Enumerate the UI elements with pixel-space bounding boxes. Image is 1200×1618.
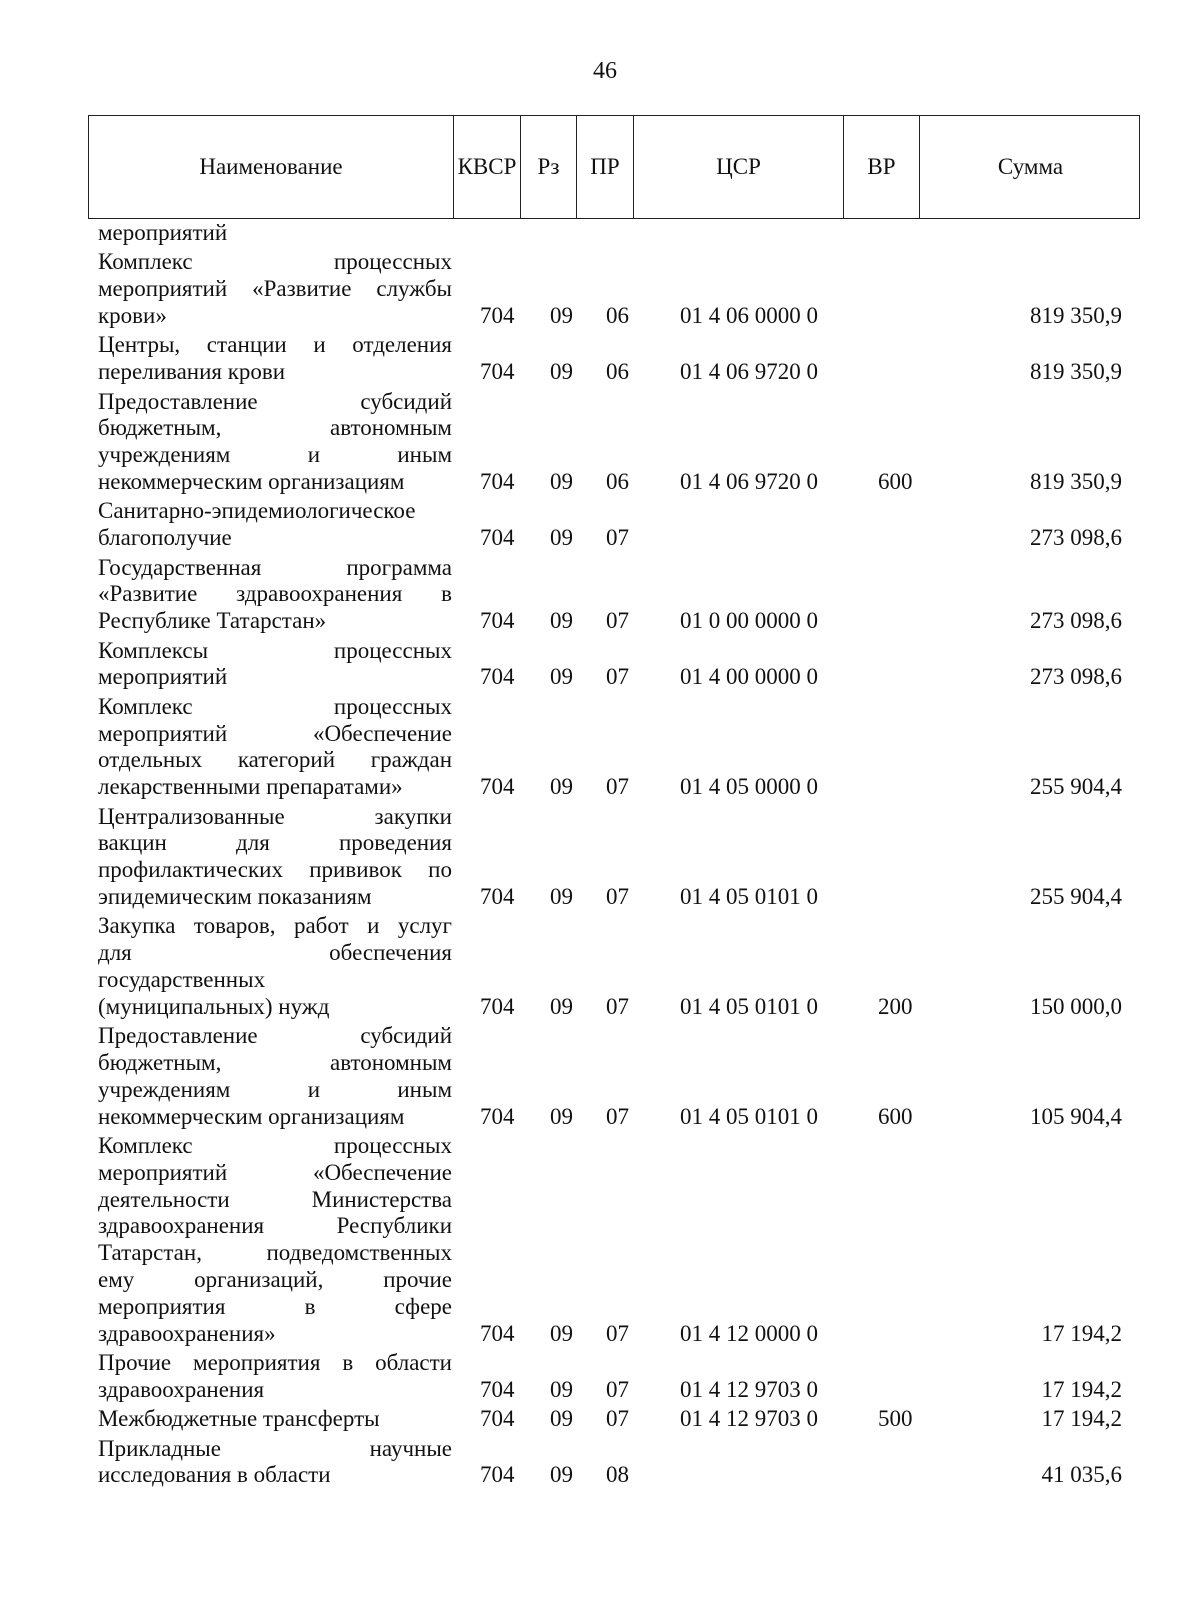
row-sum: 819 350,9 bbox=[1030, 359, 1122, 385]
table-row bbox=[0, 389, 1200, 496]
row-vr: 500 bbox=[878, 1406, 913, 1432]
row-csr: 01 4 12 0000 0 bbox=[680, 1320, 818, 1346]
row-rz: 09 bbox=[550, 1406, 573, 1432]
row-name bbox=[98, 498, 452, 552]
row-csr: 01 4 06 9720 0 bbox=[680, 468, 818, 494]
row-rz: 09 bbox=[550, 468, 573, 494]
row-name-line: эпидемическим показаниям bbox=[98, 883, 372, 909]
row-name-line: Республике Татарстан» bbox=[98, 608, 327, 634]
row-kvsr: 704 bbox=[480, 468, 515, 494]
row-name-line: для обеспечения bbox=[98, 940, 452, 966]
row-csr: 01 4 00 0000 0 bbox=[680, 664, 818, 690]
table-row bbox=[0, 694, 1200, 801]
row-name-line: Прочие мероприятия в области bbox=[98, 1350, 452, 1375]
table-row bbox=[0, 555, 1200, 635]
row-kvsr: 704 bbox=[480, 1103, 515, 1129]
page-number: 46 bbox=[593, 58, 617, 84]
row-name-line: Санитарно-эпидемиологическое bbox=[98, 498, 416, 524]
row-pr: 07 bbox=[606, 608, 629, 634]
row-pr: 07 bbox=[606, 993, 629, 1019]
row-sum: 17 194,2 bbox=[1041, 1376, 1122, 1402]
row-kvsr: 704 bbox=[480, 302, 515, 328]
row-kvsr: 704 bbox=[480, 608, 515, 634]
row-csr: 01 4 12 9703 0 bbox=[680, 1406, 818, 1432]
row-name-line: Государственная программа bbox=[98, 554, 452, 580]
row-csr: 01 4 05 0101 0 bbox=[680, 1103, 818, 1129]
row-kvsr: 704 bbox=[480, 883, 515, 909]
row-name-line: бюджетным, автономным bbox=[98, 1049, 452, 1075]
row-pr: 07 bbox=[606, 774, 629, 800]
row-kvsr: 704 bbox=[480, 1376, 515, 1402]
row-name-line: мероприятий bbox=[98, 664, 228, 690]
row-name-line: здравоохранения» bbox=[98, 1320, 276, 1346]
row-rz: 09 bbox=[550, 1376, 573, 1402]
row-sum: 41 035,6 bbox=[1041, 1462, 1122, 1488]
table-row bbox=[0, 638, 1200, 692]
row-rz: 09 bbox=[550, 608, 573, 634]
row-name-line: переливания крови bbox=[98, 359, 286, 385]
row-rz: 09 bbox=[550, 993, 573, 1019]
row-name-line: Комплекс процессных bbox=[98, 1133, 452, 1158]
row-sum: 150 000,0 bbox=[1030, 993, 1122, 1019]
row-name bbox=[98, 332, 452, 386]
row-name-line: здравоохранения bbox=[98, 1376, 265, 1402]
row-name-line: мероприятий bbox=[98, 220, 228, 245]
row-name bbox=[98, 1023, 452, 1130]
row-csr: 01 4 05 0101 0 bbox=[680, 993, 818, 1019]
row-sum: 273 098,6 bbox=[1030, 664, 1122, 690]
table-row bbox=[0, 1406, 1200, 1433]
row-name bbox=[98, 220, 452, 247]
header-name: Наименование bbox=[89, 116, 454, 218]
row-name-line: Комплексы процессных bbox=[98, 637, 452, 663]
row-name-line: Татарстан, подведомственных bbox=[98, 1240, 452, 1266]
row-name bbox=[98, 1436, 452, 1490]
row-rz: 09 bbox=[550, 774, 573, 800]
row-name bbox=[98, 249, 452, 329]
table-row bbox=[0, 1023, 1200, 1130]
row-name-line: профилактических прививок по bbox=[98, 857, 452, 883]
row-sum: 255 904,4 bbox=[1030, 883, 1122, 909]
row-pr: 07 bbox=[606, 1103, 629, 1129]
row-pr: 07 bbox=[606, 1376, 629, 1402]
row-rz: 09 bbox=[550, 1103, 573, 1129]
row-name-line: (муниципальных) нужд bbox=[98, 993, 330, 1019]
row-name-line: здравоохранения Республики bbox=[98, 1213, 452, 1239]
row-name bbox=[98, 1133, 452, 1347]
row-kvsr: 704 bbox=[480, 993, 515, 1019]
row-name-line: некоммерческим организациям bbox=[98, 1103, 405, 1129]
row-pr: 06 bbox=[606, 359, 629, 385]
row-sum: 273 098,6 bbox=[1030, 608, 1122, 634]
row-pr: 06 bbox=[606, 302, 629, 328]
row-name-line: Комплекс процессных bbox=[98, 693, 452, 719]
row-csr: 01 4 06 9720 0 bbox=[680, 359, 818, 385]
row-sum: 255 904,4 bbox=[1030, 774, 1122, 800]
row-pr: 07 bbox=[606, 525, 629, 551]
row-kvsr: 704 bbox=[480, 664, 515, 690]
row-name bbox=[98, 555, 452, 635]
row-sum: 17 194,2 bbox=[1041, 1320, 1122, 1346]
table-row bbox=[0, 220, 1200, 247]
row-name-line: учреждениям и иным bbox=[98, 1076, 452, 1102]
table-row bbox=[0, 1133, 1200, 1347]
row-csr: 01 4 05 0000 0 bbox=[680, 774, 818, 800]
row-rz: 09 bbox=[550, 359, 573, 385]
row-sum: 819 350,9 bbox=[1030, 468, 1122, 494]
row-pr: 07 bbox=[606, 1320, 629, 1346]
table-row bbox=[0, 913, 1200, 1020]
row-sum: 105 904,4 bbox=[1030, 1103, 1122, 1129]
row-name-line: ему организаций, прочие bbox=[98, 1266, 452, 1292]
row-name-line: Прикладные научные bbox=[98, 1435, 452, 1461]
row-name-line: учреждениям и иным bbox=[98, 442, 452, 468]
row-pr: 07 bbox=[606, 664, 629, 690]
row-name-line: мероприятий «Обеспечение bbox=[98, 720, 452, 746]
row-sum: 273 098,6 bbox=[1030, 525, 1122, 551]
row-pr: 08 bbox=[606, 1462, 629, 1488]
row-kvsr: 704 bbox=[480, 1462, 515, 1488]
header-csr: ЦСР bbox=[634, 116, 844, 218]
row-name-line: мероприятия в сфере bbox=[98, 1293, 452, 1319]
header-rz: Рз bbox=[521, 116, 577, 218]
row-rz: 09 bbox=[550, 664, 573, 690]
row-name-line: Предоставление субсидий bbox=[98, 1023, 452, 1049]
row-csr: 01 4 12 9703 0 bbox=[680, 1376, 818, 1402]
row-name-line: бюджетным, автономным bbox=[98, 415, 452, 441]
table-row bbox=[0, 249, 1200, 329]
row-name-line: Закупка товаров, работ и услуг bbox=[98, 913, 452, 939]
table-row bbox=[0, 332, 1200, 386]
row-kvsr: 704 bbox=[480, 359, 515, 385]
row-name-line: государственных bbox=[98, 966, 266, 992]
row-name-line: Центры, станции и отделения bbox=[98, 332, 452, 358]
table-row bbox=[0, 804, 1200, 911]
row-kvsr: 704 bbox=[480, 1406, 515, 1432]
row-csr: 01 4 06 0000 0 bbox=[680, 302, 818, 328]
row-kvsr: 704 bbox=[480, 525, 515, 551]
row-rz: 09 bbox=[550, 525, 573, 551]
row-rz: 09 bbox=[550, 883, 573, 909]
row-kvsr: 704 bbox=[480, 774, 515, 800]
row-name bbox=[98, 913, 452, 1020]
row-name-line: лекарственными препаратами» bbox=[98, 774, 403, 800]
row-sum: 17 194,2 bbox=[1041, 1406, 1122, 1432]
row-name bbox=[98, 1406, 452, 1433]
row-name bbox=[98, 694, 452, 801]
row-pr: 07 bbox=[606, 883, 629, 909]
header-vr: ВР bbox=[844, 116, 920, 218]
row-name-line: мероприятий «Обеспечение bbox=[98, 1159, 452, 1185]
row-rz: 09 bbox=[550, 1320, 573, 1346]
row-name bbox=[98, 1350, 452, 1404]
row-pr: 06 bbox=[606, 468, 629, 494]
table-row bbox=[0, 1350, 1200, 1404]
row-rz: 09 bbox=[550, 1462, 573, 1488]
row-sum: 819 350,9 bbox=[1030, 302, 1122, 328]
row-name-line: Централизованные закупки bbox=[98, 803, 452, 829]
header-sum: Сумма bbox=[997, 154, 1064, 179]
row-name-line: Межбюджетные трансферты bbox=[98, 1406, 380, 1432]
row-name-line: благополучие bbox=[98, 525, 232, 551]
row-vr: 600 bbox=[878, 1103, 913, 1129]
row-name-line: Предоставление субсидий bbox=[98, 388, 452, 414]
row-kvsr: 704 bbox=[480, 1320, 515, 1346]
header-pr: ПР bbox=[577, 116, 634, 218]
row-name bbox=[98, 804, 452, 911]
row-csr: 01 0 00 0000 0 bbox=[680, 608, 818, 634]
row-name-line: деятельности Министерства bbox=[98, 1186, 452, 1212]
row-name bbox=[98, 638, 452, 692]
row-name-line: некоммерческим организациям bbox=[98, 468, 405, 494]
row-name-line: мероприятий «Развитие службы bbox=[98, 276, 452, 302]
row-vr: 600 bbox=[878, 468, 913, 494]
row-name-line: отдельных категорий граждан bbox=[98, 747, 452, 773]
table-row bbox=[0, 498, 1200, 552]
row-name bbox=[98, 389, 452, 496]
row-name-line: крови» bbox=[98, 302, 167, 328]
row-pr: 07 bbox=[606, 1406, 629, 1432]
row-name-line: «Развитие здравоохранения в bbox=[98, 581, 452, 607]
row-name-line: исследования в области bbox=[98, 1462, 331, 1488]
row-csr: 01 4 05 0101 0 bbox=[680, 883, 818, 909]
row-name-line: Комплекс процессных bbox=[98, 249, 452, 275]
table-row bbox=[0, 1436, 1200, 1490]
header-kvsr: КВСР bbox=[454, 116, 521, 218]
row-name-line: вакцин для проведения bbox=[98, 830, 452, 856]
row-vr: 200 bbox=[878, 993, 913, 1019]
row-rz: 09 bbox=[550, 302, 573, 328]
